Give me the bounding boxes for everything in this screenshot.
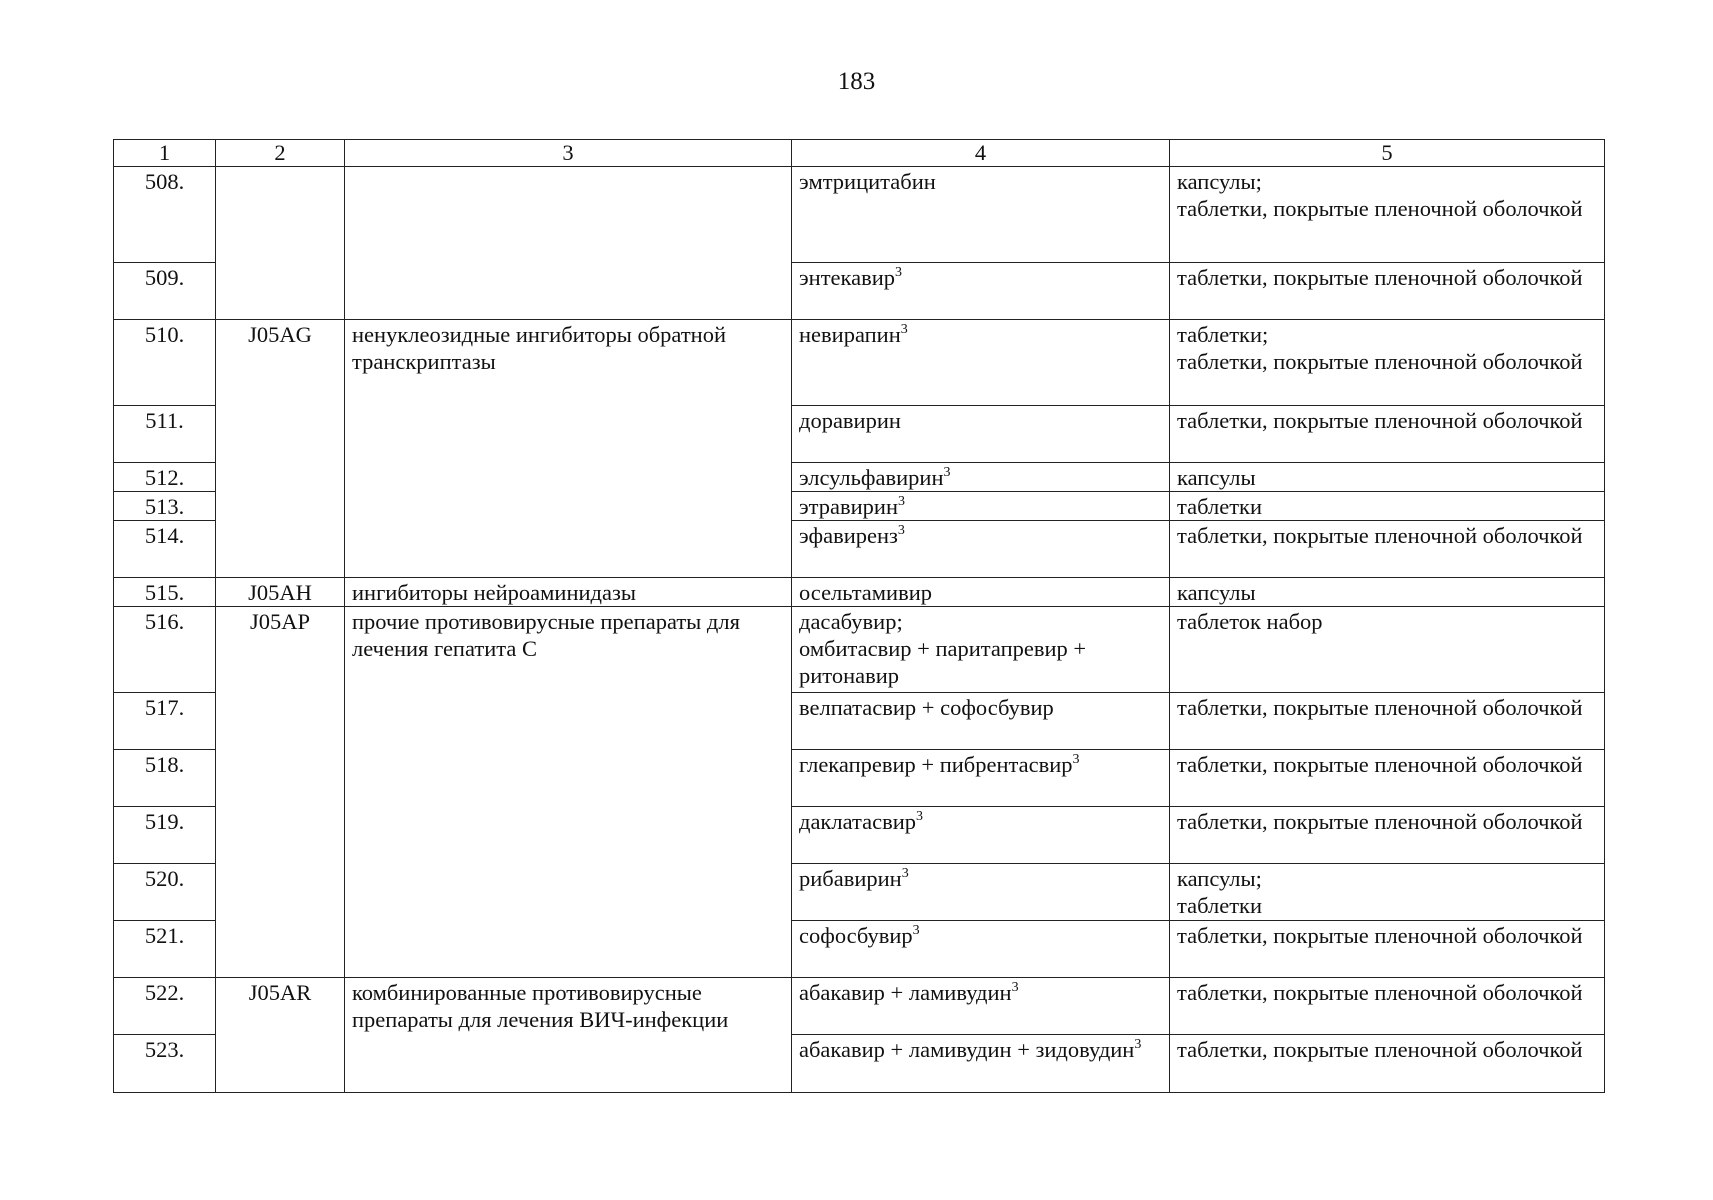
footnote-marker: 3	[895, 265, 903, 280]
footnote-marker: 3	[901, 866, 909, 881]
dosage-form: таблетки, покрытые пленочной оболочкой	[1170, 750, 1605, 807]
row-number: 518.	[114, 750, 216, 807]
drug-name: абакавир + ламивудин + зидовудин$^3$	[792, 1035, 1170, 1093]
footnote-marker: 3	[912, 923, 920, 938]
atc-code: J05AG	[216, 320, 345, 578]
drug-table	[113, 139, 1605, 1093]
dosage-form: таблетки, покрытые пленочной оболочкой	[1170, 807, 1605, 864]
drug-name: осельтамивир	[792, 578, 1170, 607]
drug-name: даклатасвир$^3$	[792, 807, 1170, 864]
drug-name: эмтрицитабин	[792, 167, 1170, 263]
column-header: 5	[1170, 140, 1605, 167]
row-number: 508.	[114, 167, 216, 263]
footnote-marker: 3	[916, 809, 923, 824]
row-number: 521.	[114, 921, 216, 978]
drug-name: велпатасвир + софосбувир	[792, 693, 1170, 750]
row-number: 520.	[114, 864, 216, 921]
dosage-form: капсулы; таблетки	[1170, 864, 1605, 921]
group-name: ингибиторы нейроаминидазы	[345, 578, 792, 607]
footnote-marker: 3	[943, 465, 951, 480]
drug-name: абакавир + ламивудин$^3$	[792, 978, 1170, 1035]
table-row	[114, 167, 1605, 263]
row-number: 512.	[114, 463, 216, 492]
footnote-marker: 3	[1134, 1037, 1142, 1052]
footnote-marker: 3	[898, 494, 905, 509]
group-name: комбинированные противовирусные препараты для лечения ВИЧ-инфекции	[345, 978, 792, 1093]
dosage-form: таблетки, покрытые пленочной оболочкой	[1170, 263, 1605, 320]
dosage-form: капсулы	[1170, 463, 1605, 492]
row-number: 509.	[114, 263, 216, 320]
row-number: 515.	[114, 578, 216, 607]
dosage-form: таблетки, покрытые пленочной оболочкой	[1170, 406, 1605, 463]
atc-code: J05AP	[216, 607, 345, 978]
row-number: 519.	[114, 807, 216, 864]
atc-code	[216, 167, 345, 320]
group-name: прочие противовирусные препараты для лечения гепатита С	[345, 607, 792, 978]
dosage-form: капсулы; таблетки, покрытые пленочной оболочкой	[1170, 167, 1605, 263]
drug-name: рибавирин$^3$	[792, 864, 1170, 921]
dosage-form: таблетки, покрытые пленочной оболочкой	[1170, 521, 1605, 578]
header-row	[114, 140, 1605, 167]
group-name	[345, 167, 792, 320]
footnote-marker: 3	[897, 523, 905, 538]
dosage-form: таблетки, покрытые пленочной оболочкой	[1170, 921, 1605, 978]
table-row	[114, 320, 1605, 406]
drug-name: невирапин$^3$	[792, 320, 1170, 406]
row-number: 522.	[114, 978, 216, 1035]
page-number: 183	[837, 68, 876, 95]
footnote-marker: 3	[900, 322, 908, 337]
row-number: 523.	[114, 1035, 216, 1093]
row-number: 513.	[114, 492, 216, 521]
group-name: ненуклеозидные ингибиторы обратной транскриптазы	[345, 320, 792, 578]
footnote-marker: 3	[1072, 752, 1080, 767]
dosage-form: таблетки	[1170, 492, 1605, 521]
column-header: 3	[345, 140, 792, 167]
table-row	[114, 607, 1605, 693]
dosage-form: таблетки; таблетки, покрытые пленочной оболочкой	[1170, 320, 1605, 406]
column-header: 2	[216, 140, 345, 167]
drug-name: доравирин	[792, 406, 1170, 463]
row-number: 514.	[114, 521, 216, 578]
atc-code: J05AR	[216, 978, 345, 1093]
drug-name: энтекавир$^3$	[792, 263, 1170, 320]
dosage-form: таблетки, покрытые пленочной оболочкой	[1170, 1035, 1605, 1093]
dosage-form: капсулы	[1170, 578, 1605, 607]
dosage-form: таблеток набор	[1170, 607, 1605, 693]
row-number: 516.	[114, 607, 216, 693]
row-number: 517.	[114, 693, 216, 750]
row-number: 511.	[114, 406, 216, 463]
drug-name: элсульфавирин$^3$	[792, 463, 1170, 492]
footnote-marker: 3	[1011, 980, 1019, 995]
dosage-form: таблетки, покрытые пленочной оболочкой	[1170, 978, 1605, 1035]
table-row	[114, 578, 1605, 607]
column-header: 4	[792, 140, 1170, 167]
drug-name: эфавиренз$^3$	[792, 521, 1170, 578]
dosage-form: таблетки, покрытые пленочной оболочкой	[1170, 693, 1605, 750]
row-number: 510.	[114, 320, 216, 406]
drug-name: дасабувир; омбитасвир + паритапревир + ритонавир	[792, 607, 1170, 693]
atc-code: J05AH	[216, 578, 345, 607]
table-row	[114, 978, 1605, 1035]
drug-name: софосбувир$^3$	[792, 921, 1170, 978]
column-header: 1	[114, 140, 216, 167]
drug-name: глекапревир + пибрентасвир$^3$	[792, 750, 1170, 807]
drug-name: этравирин$^3$	[792, 492, 1170, 521]
